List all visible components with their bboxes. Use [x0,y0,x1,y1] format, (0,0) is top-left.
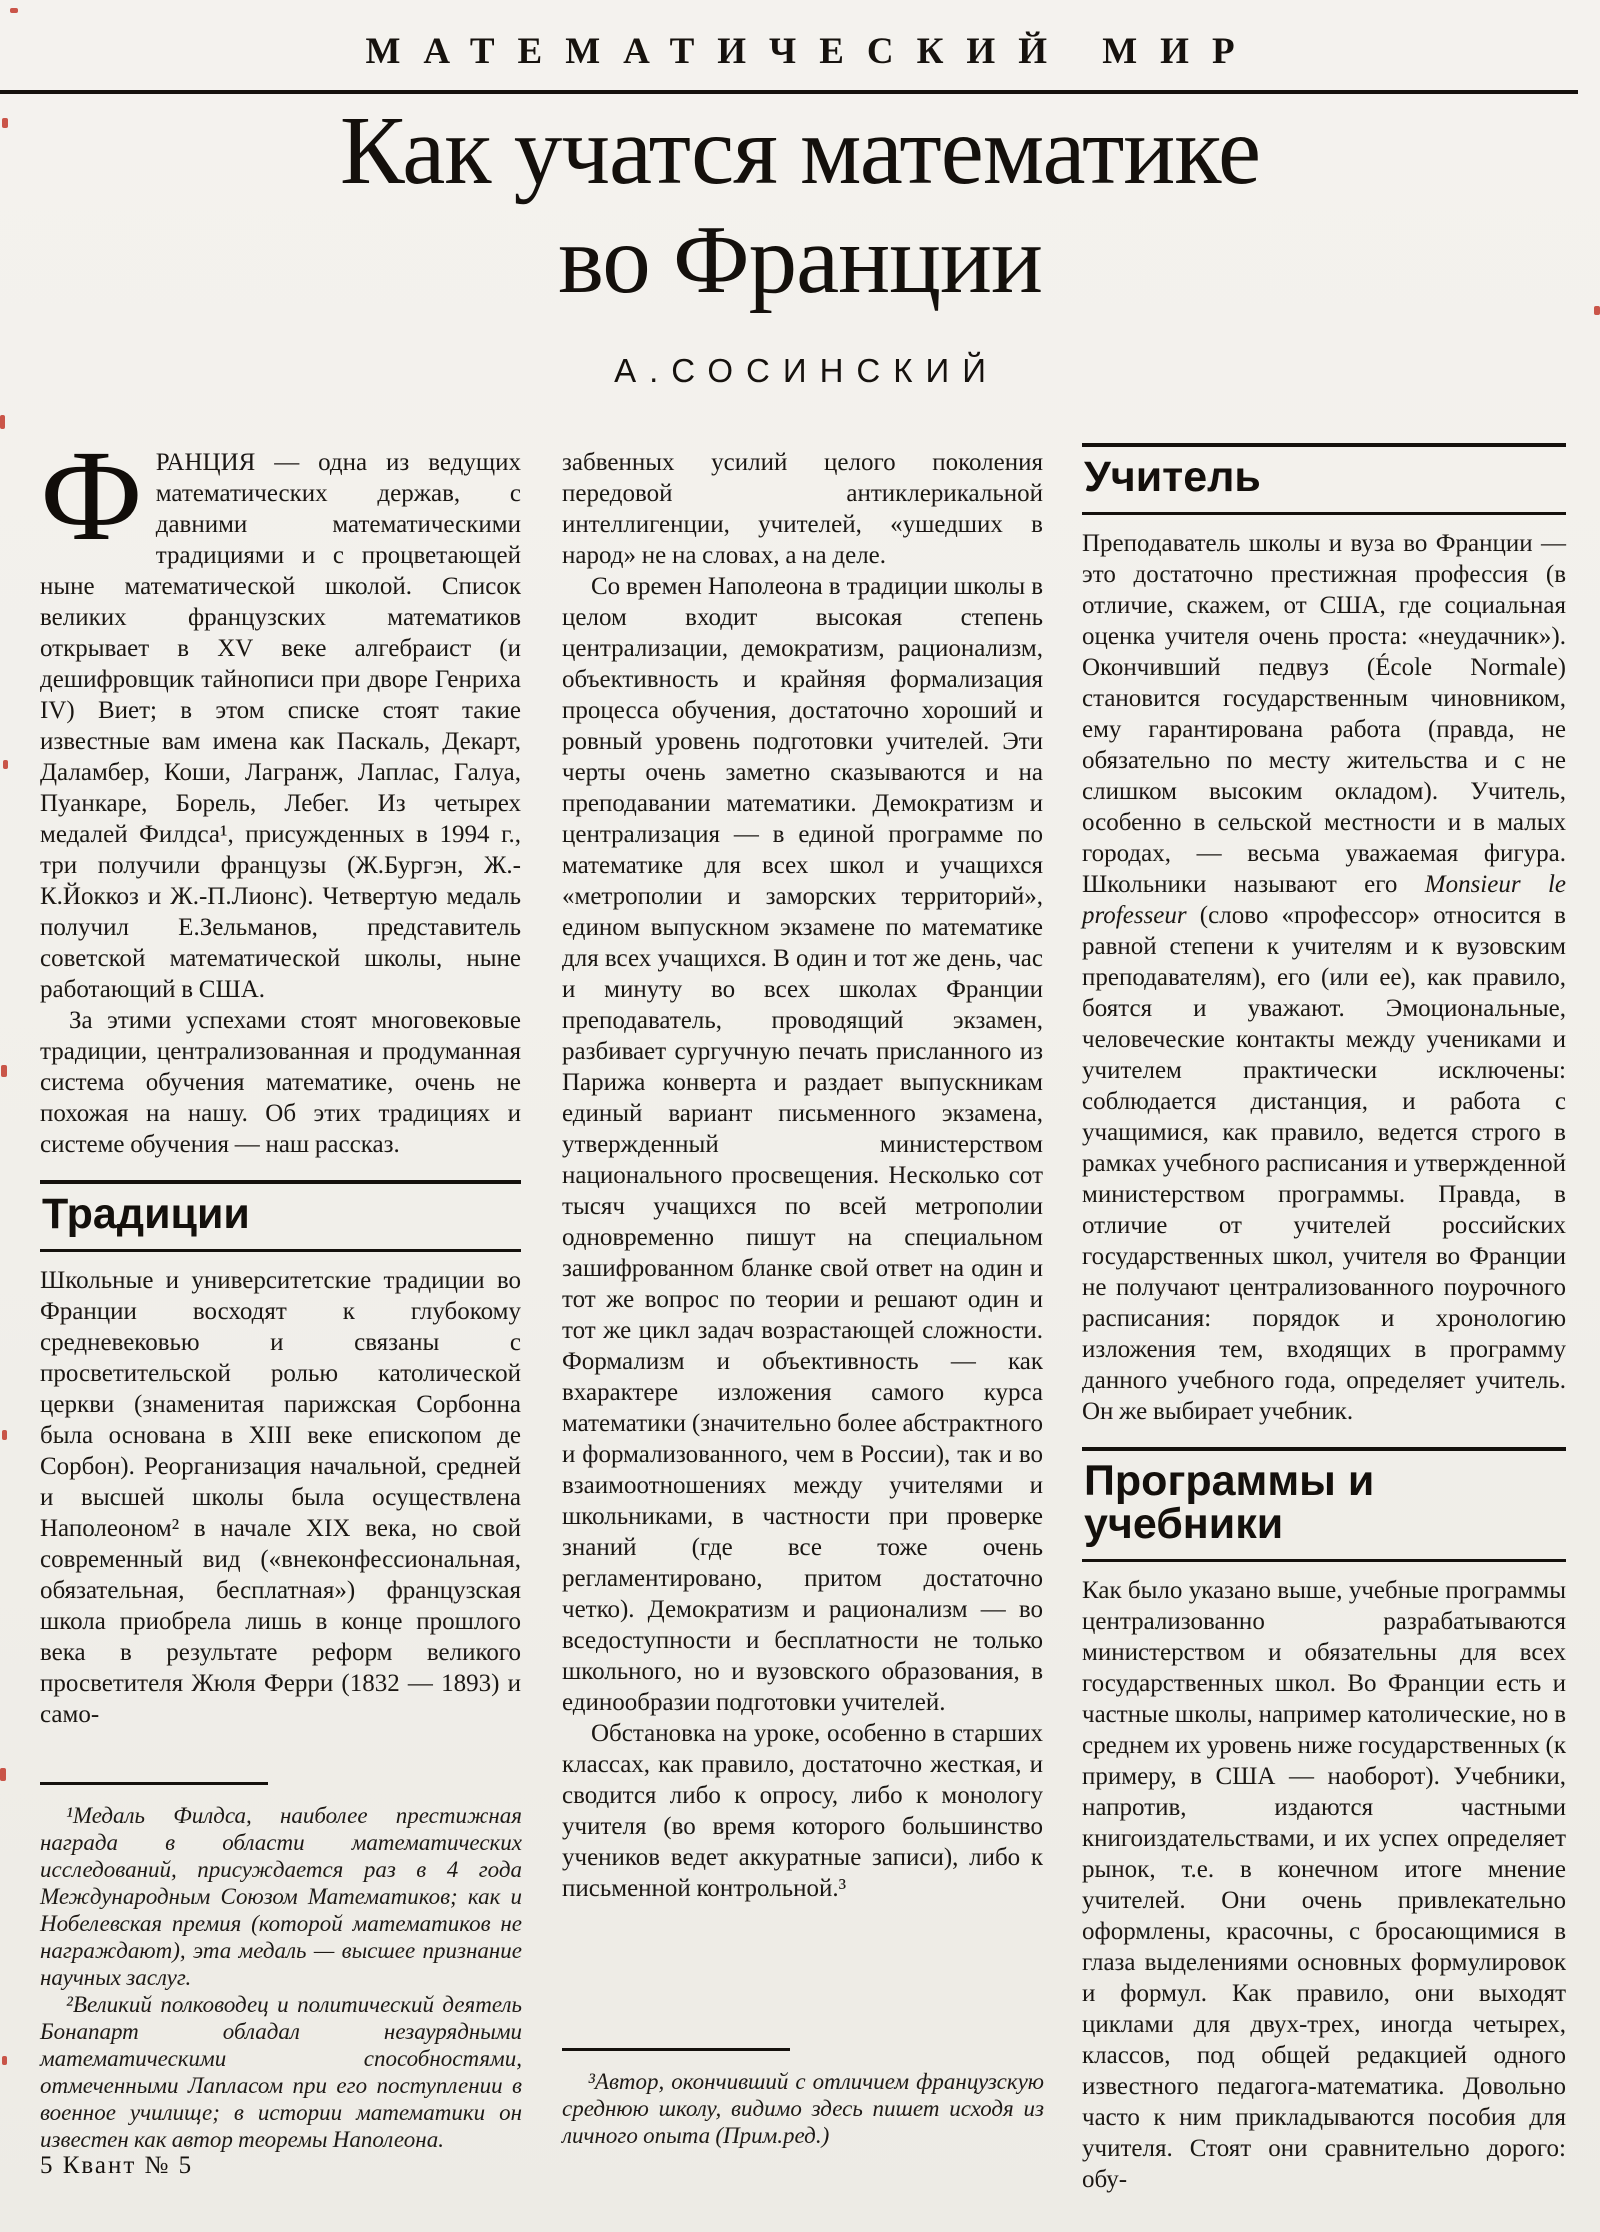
footnote-1: ¹Медаль Филдса, наиболее престижная награда в области математических исследований, присуждается раз в 4 года Международным Союзом Математиков; как и Нобелевская премия (которой математиков не награждают), эта медаль — высшее признание научных заслуг. [40,1803,522,1990]
paragraph: Со времен Наполеона в традиции школы в целом входит высокая степень централизации, демократизм, рационализм, объективность и крайняя формализация процесса обучения, достаточно хороший и ровный уровень подготовки учителей. Эти черты очень заметно сказываются и на преподавании математики. Демократизм и централизация — в единой программе по математике для всех школ и учащихся «метрополии и заморских территорий», едином выпускном экзамене по математике для всех учащихся. В один и тот же день, час и минуту во всех школах Франции преподаватель, проводящий экзамен, разбивает сургучную печать присланного из Парижа конверта и раздает выпускникам единый вариант письменного экзамена, утвержденный министерством национального просвещения. Несколько сот тысяч учащихся по всей метрополии одновременно пишут на специальном зашифрованном бланке свой ответ на один и тот же вопрос по теории и решают один и тот же цикл задач возрастающей сложности. Формализм и объективность — как вхарактере изложения самого курса математики (значительно более абстрактного и формализованного, чем в России), так и во взаимоотношениях между учителями и школьниками, в частности при проверке знаний (где все тоже очень регламентировано, притом достаточно четко). Демократизм и рационализм — во вседоступности и бесплатности не только школьного, но и вузовского образования, в единообразии подготовки учителей. [562,573,1043,1716]
paragraph: Школьные и университетские традиции во Франции восходят к глубокому средневековью и связаны с просветительской ролью католической церкви (знаменитая парижская Сорбонна была основана в XIII веке епископом де Сорбон). Реорганизация начальной, средней и высшей школы была осуществлена Наполеоном² в начале XIX века, но свой современный вид («внеконфессиональная, обязательная, бесплатная») французская школа приобрела лишь в конце прошлого века в результате реформ великого просветителя Жюля Ферри (1832 — 1893) и само- [40,1267,521,1728]
scan-artifact [0,415,5,429]
paragraph-lead [40,424,521,1005]
article-author: А.СОСИНСКИЙ [614,352,999,389]
section-heading-teacher: Учитель [1082,443,1566,515]
footnote-separator [40,1782,268,1785]
column-3 [1082,443,1566,2195]
footnote-2: ²Великий полководец и политический деятель Бонапарт обладал незаурядными математическими способностями, отмеченными Лапласом при его поступлении в военное училище; в истории математики он известен как автор теоремы Наполеона. [40,1992,522,2152]
section-heading-traditions: Традиции [40,1180,521,1252]
paragraph [1082,528,1566,1427]
paragraph-segment-italic: Monsieur le professeur [1082,871,1566,929]
column-2 [562,447,1043,1904]
rubric-rule [0,90,1578,94]
paragraph: забвенных усилий целого поколения передовой антиклерикальной интеллигенции, учителей, «ушедших в народ» не на словах, а на деле. [562,449,1043,569]
scan-artifact [1594,306,1600,315]
paragraph-segment: (слово «профессор» относится в равной степени к учителям и к вузовским преподавателям), его (или ее), как правило, боятся и уважают. Эмоциональные, человеческие контакты между учениками и учителем практически исключены: соблюдается дистанция, и работа с учащимися, как правило, ведется строго в рамках учебного расписания и утвержденной министерством программы. Правда, в отличие от учителей российских государственных школ, учителя во Франции не получают централизованного поурочного расписания: порядок и хронологию изложения тем, входящих в программу данного учебного года, определяет учитель. Он же выбирает учебник. [1082,902,1566,1425]
footnote-3: ³Автор, окончивший с отличием французскую среднюю школу, видимо здесь пишет исходя из личного опыта (Прим.ред.) [562,2069,1044,2148]
rubric-header: МАТЕМАТИЧЕСКИЙ МИР [365,31,1258,72]
column-1 [40,424,521,1730]
section-heading-programs: Программы и учебники [1082,1447,1566,1562]
scan-artifact [10,8,18,13]
paragraph: Обстановка на уроке, особенно в старших классах, как правило, достаточно жесткая, и сводится либо к опросу, либо к монологу учителя (во время которого большинство учеников ведет аккуратные записи), либо к письменной контрольной.³ [562,1720,1043,1902]
footnotes-column-2 [562,2048,1044,2149]
footnotes-column-1 [40,1782,522,2153]
paragraph-lead-text: РАНЦИЯ — одна из ведущих математических держав, с давними математическими традициями и с процветающей ныне математической школой. Список великих французских математиков открывает в XV веке алгебраист (и дешифровщик тайнописи при дворе Генриха IV) Виет; в этом списке стоят такие известные вам имена как Паскаль, Декарт, Даламбер, Коши, Лагранж, Лаплас, Галуа, Пуанкаре, Борель, Лебег. Из четырех медалей Филдса¹, присужденных в 1994 г., три получили французы (Ж.Бургэн, Ж.-К.Йоккоз и Ж.-П.Лионс). Четвертую медаль получил Е.Зельманов, представитель советской математической школы, ныне работающий в США. [40,449,521,1003]
scan-artifact [3,760,8,769]
scan-artifact [0,1768,6,1781]
page-footer: 5 Квант № 5 [40,2152,194,2179]
paragraph: Как было указано выше, учебные программы централизованно разрабатываются министерством и обязательны для всех государственных школ. Во Франции есть и частные школы, например католические, но в среднем их уровень ниже государственных (к примеру, в США — наоборот). Учебники, напротив, издаются частными книгоиздательствами, и их успех определяет рынок, т.е. в конечном итоге мнение учителей. Они очень привлекательно оформлены, красочны, с бросающимися в глаза выделениями основных формулировок и формул. Как правило, они выходят циклами для двух-трех, иногда четырех, классов, под общей редакцией одного известного педагога-математика. Довольно часто к ним прикладываются пособия для учителя. Стоят они сравнительно дорого: обу- [1082,1577,1566,2193]
article-title-line1: Как учатся математике [339,97,1261,204]
scan-artifact [2,1430,7,1440]
paragraph: За этими успехами стоят многовековые традиции, централизованная и продуманная система обучения математике, очень не похожая на нашу. Об этих традициях и системе обучения — наш рассказ. [40,1007,521,1158]
paragraph-segment: Преподаватель школы и вуза во Франции — это достаточно престижная профессия (в отличие, скажем, от США, где социальная оценка учителя очень проста: «неудачник»). Окончивший педвуз (École Normale) становится государственным чиновником, ему гарантирована работа (правда, не обязательно по месту жительства и с не слишком высоким окладом). Учитель, особенно в сельской местности и в малых городах, — весьма уважаемая фигура. Школьники называют его [1082,530,1566,898]
scan-artifact [1,1065,7,1077]
scan-artifact [2,118,8,128]
scan-artifact [2,2056,7,2065]
dropcap-letter: Ф [40,424,143,568]
article-title [0,96,1600,314]
article-title-line2: во Франции [558,206,1042,313]
footnote-separator [562,2048,790,2051]
